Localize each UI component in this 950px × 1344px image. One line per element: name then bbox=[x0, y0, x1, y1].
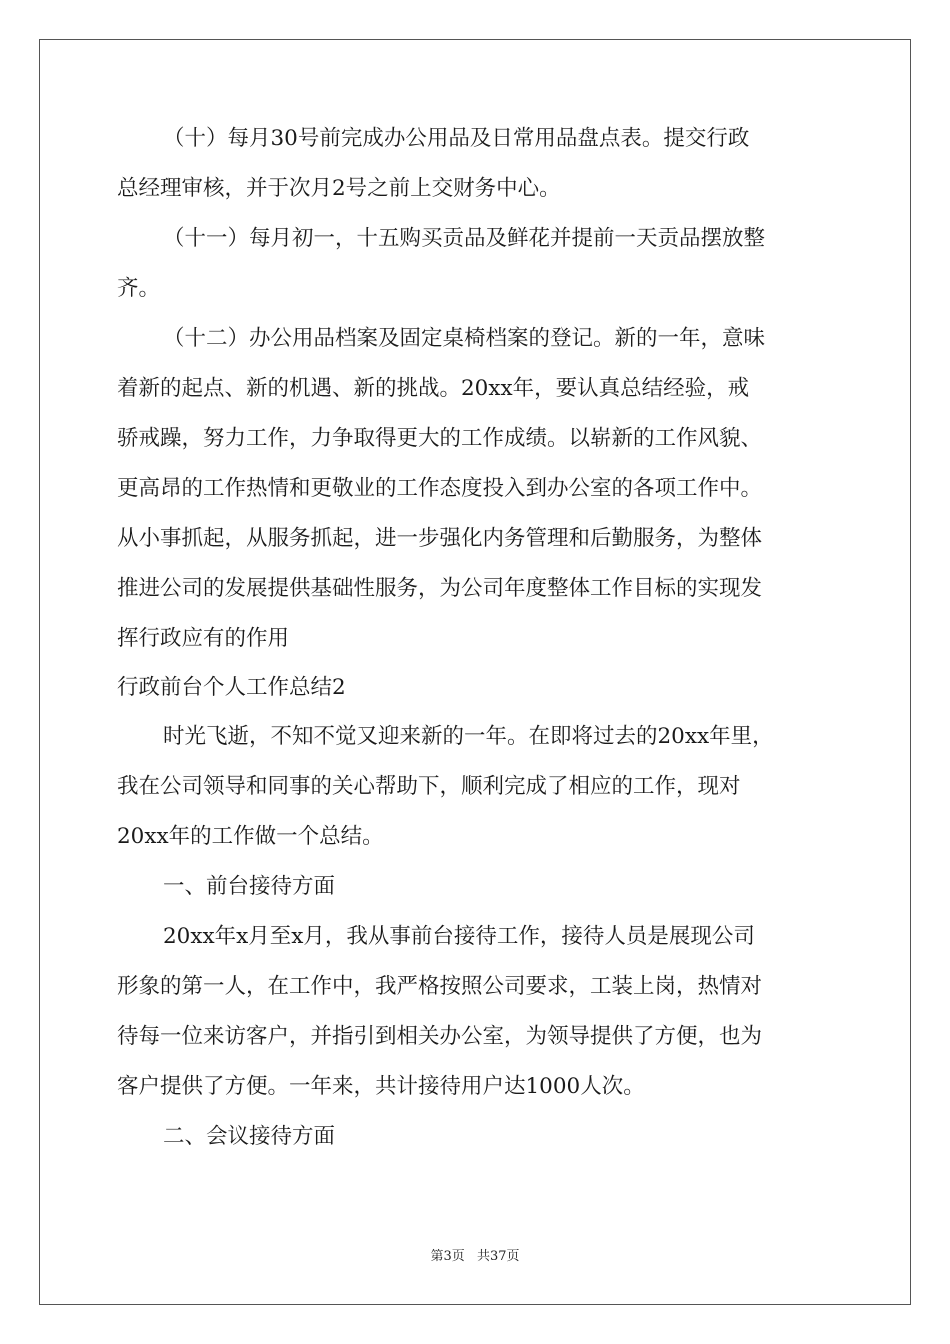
paragraph-line: 更高昂的工作热情和更敬业的工作态度投入到办公室的各项工作中。 bbox=[117, 476, 763, 501]
paragraph-line: 20xx年x月至x月，我从事前台接待工作，接待人员是展现公司 bbox=[163, 924, 755, 949]
paragraph-line: 20xx年的工作做一个总结。 bbox=[117, 824, 384, 849]
paragraph-line: 客户提供了方便。一年来，共计接待用户达1000人次。 bbox=[117, 1074, 645, 1099]
paragraph-line: 齐。 bbox=[117, 276, 161, 301]
paragraph-line: （十）每月30号前完成办公用品及日常用品盘点表。提交行政 bbox=[163, 126, 750, 151]
paragraph-line: 从小事抓起，从服务抓起，进一步强化内务管理和后勤服务，为整体 bbox=[117, 526, 763, 551]
paragraph-line: （十一）每月初一，十五购买贡品及鲜花并提前一天贡品摆放整 bbox=[163, 226, 766, 251]
paragraph-line: 形象的第一人，在工作中，我严格按照公司要求，工装上岗，热情对 bbox=[117, 974, 763, 999]
paragraph-line: 挥行政应有的作用 bbox=[117, 626, 290, 651]
subheading: 一、前台接待方面 bbox=[163, 874, 336, 899]
page-number: 第3页 bbox=[430, 1249, 465, 1264]
paragraph-line: 着新的起点、新的机遇、新的挑战。20xx年，要认真总结经验，戒 bbox=[117, 376, 750, 401]
page-footer bbox=[0, 1248, 950, 1266]
paragraph-line: 总经理审核，并于次月2号之前上交财务中心。 bbox=[117, 176, 561, 201]
total-pages: 共37页 bbox=[476, 1249, 520, 1264]
paragraph-line: 待每一位来访客户，并指引到相关办公室，为领导提供了方便，也为 bbox=[117, 1024, 763, 1049]
paragraph-line: 我在公司领导和同事的关心帮助下，顺利完成了相应的工作，现对 bbox=[117, 774, 741, 799]
section-title: 行政前台个人工作总结2 bbox=[117, 675, 346, 700]
subheading: 二、会议接待方面 bbox=[163, 1124, 336, 1149]
paragraph-line: 推进公司的发展提供基础性服务，为公司年度整体工作目标的实现发 bbox=[117, 576, 763, 601]
paragraph-line: （十二）办公用品档案及固定桌椅档案的登记。新的一年，意味 bbox=[163, 326, 766, 351]
paragraph-line: 时光飞逝，不知不觉又迎来新的一年。在即将过去的20xx年里， bbox=[163, 724, 774, 749]
paragraph-line: 骄戒躁，努力工作，力争取得更大的工作成绩。以崭新的工作风貌、 bbox=[117, 426, 763, 451]
